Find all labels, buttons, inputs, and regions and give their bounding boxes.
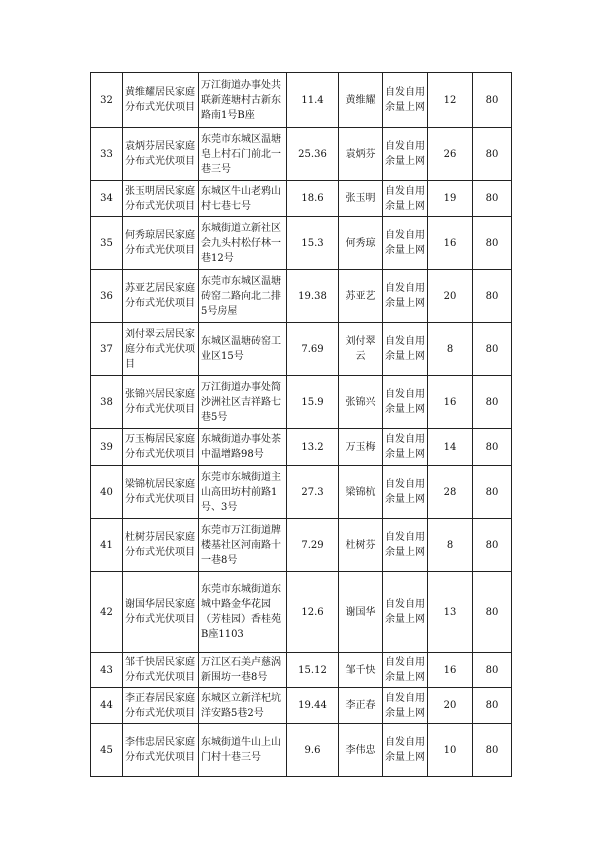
table-row — [91, 688, 512, 724]
grid-connection-mode-cell: 自发自用余量上网 — [383, 128, 428, 181]
owner-name-cell: 张玉明 — [339, 181, 383, 217]
size-value-cell: 20 — [428, 270, 473, 323]
size-value-cell: 13 — [428, 572, 473, 653]
table-row — [91, 466, 512, 519]
project-address-cell: 东城街道牛山上山门村十巷三号 — [199, 724, 287, 777]
size-value-cell: 28 — [428, 466, 473, 519]
grid-connection-mode-cell: 自发自用余量上网 — [383, 429, 428, 466]
price-value-cell: 80 — [473, 128, 512, 181]
project-name-cell: 邹千快居民家庭分布式光伏项目 — [123, 653, 199, 688]
table-row — [91, 653, 512, 688]
row-number-cell: 40 — [91, 466, 123, 519]
row-number-cell: 36 — [91, 270, 123, 323]
project-address-cell: 东莞市东城街道主山高田坊村前路1号、3号 — [199, 466, 287, 519]
installed-capacity-cell: 18.6 — [287, 181, 339, 217]
installed-capacity-cell: 25.36 — [287, 128, 339, 181]
owner-name-cell: 万玉梅 — [339, 429, 383, 466]
table-row — [91, 270, 512, 323]
owner-name-cell: 梁锦杭 — [339, 466, 383, 519]
project-name-cell: 苏亚艺居民家庭分布式光伏项目 — [123, 270, 199, 323]
installed-capacity-cell: 7.69 — [287, 323, 339, 376]
size-value-cell: 16 — [428, 653, 473, 688]
grid-connection-mode-cell: 自发自用余量上网 — [383, 181, 428, 217]
installed-capacity-cell: 15.9 — [287, 376, 339, 429]
row-number-cell: 35 — [91, 217, 123, 270]
price-value-cell: 80 — [473, 519, 512, 572]
row-number-cell: 33 — [91, 128, 123, 181]
price-value-cell: 80 — [473, 572, 512, 653]
table-row — [91, 128, 512, 181]
project-address-cell: 东莞市万江街道牌楼基社区河南路十一巷8号 — [199, 519, 287, 572]
size-value-cell: 14 — [428, 429, 473, 466]
project-address-cell: 东莞市东城区温塘砖窑二路向北二排5号房屋 — [199, 270, 287, 323]
owner-name-cell: 刘付翠云 — [339, 323, 383, 376]
size-value-cell: 16 — [428, 217, 473, 270]
owner-name-cell: 苏亚艺 — [339, 270, 383, 323]
grid-connection-mode-cell: 自发自用余量上网 — [383, 376, 428, 429]
installed-capacity-cell: 27.3 — [287, 466, 339, 519]
installed-capacity-cell: 15.3 — [287, 217, 339, 270]
grid-connection-mode-cell: 自发自用余量上网 — [383, 572, 428, 653]
grid-connection-mode-cell: 自发自用余量上网 — [383, 466, 428, 519]
project-address-cell: 东城区温塘砖窑工业区15号 — [199, 323, 287, 376]
owner-name-cell: 袁炳芬 — [339, 128, 383, 181]
owner-name-cell: 李正春 — [339, 688, 383, 724]
price-value-cell: 80 — [473, 217, 512, 270]
owner-name-cell: 张锦兴 — [339, 376, 383, 429]
owner-name-cell: 谢国华 — [339, 572, 383, 653]
project-address-cell: 东城区牛山老鸦山村七巷七号 — [199, 181, 287, 217]
grid-connection-mode-cell: 自发自用余量上网 — [383, 323, 428, 376]
project-name-cell: 李伟忠居民家庭分布式光伏项目 — [123, 724, 199, 777]
project-table — [90, 72, 512, 777]
project-name-cell: 张锦兴居民家庭分布式光伏项目 — [123, 376, 199, 429]
row-number-cell: 38 — [91, 376, 123, 429]
size-value-cell: 19 — [428, 181, 473, 217]
project-name-cell: 万玉梅居民家庭分布式光伏项目 — [123, 429, 199, 466]
size-value-cell: 8 — [428, 519, 473, 572]
size-value-cell: 12 — [428, 73, 473, 128]
table-row — [91, 323, 512, 376]
table-row — [91, 73, 512, 128]
table-row — [91, 519, 512, 572]
project-name-cell: 杜树芬居民家庭分布式光伏项目 — [123, 519, 199, 572]
project-address-cell: 东莞市东城区温塘皂上村石门前北一巷三号 — [199, 128, 287, 181]
project-address-cell: 东城街道办事处茶中温增路98号 — [199, 429, 287, 466]
owner-name-cell: 李伟忠 — [339, 724, 383, 777]
row-number-cell: 41 — [91, 519, 123, 572]
project-name-cell: 袁炳芬居民家庭分布式光伏项目 — [123, 128, 199, 181]
price-value-cell: 80 — [473, 466, 512, 519]
project-name-cell: 刘付翠云居民家庭分布式光伏项目 — [123, 323, 199, 376]
row-number-cell: 43 — [91, 653, 123, 688]
grid-connection-mode-cell: 自发自用余量上网 — [383, 73, 428, 128]
project-address-cell: 万江街道办事处共联新莲塘村古新东路南1号B座 — [199, 73, 287, 128]
price-value-cell: 80 — [473, 376, 512, 429]
price-value-cell: 80 — [473, 73, 512, 128]
project-address-cell: 万江区石美卢慈涡新围坊一巷8号 — [199, 653, 287, 688]
grid-connection-mode-cell: 自发自用余量上网 — [383, 217, 428, 270]
project-address-cell: 东城区立新洋杞坑洋安路5巷2号 — [199, 688, 287, 724]
table-body — [91, 73, 512, 777]
table-row — [91, 181, 512, 217]
installed-capacity-cell: 13.2 — [287, 429, 339, 466]
row-number-cell: 39 — [91, 429, 123, 466]
price-value-cell: 80 — [473, 323, 512, 376]
project-address-cell: 东莞市东城街道东城中路金华花园（芳桂园）香桂苑B座1103 — [199, 572, 287, 653]
project-address-cell: 万江街道办事处简沙洲社区吉祥路七巷5号 — [199, 376, 287, 429]
price-value-cell: 80 — [473, 270, 512, 323]
grid-connection-mode-cell: 自发自用余量上网 — [383, 270, 428, 323]
installed-capacity-cell: 7.29 — [287, 519, 339, 572]
installed-capacity-cell: 11.4 — [287, 73, 339, 128]
grid-connection-mode-cell: 自发自用余量上网 — [383, 724, 428, 777]
row-number-cell: 42 — [91, 572, 123, 653]
row-number-cell: 37 — [91, 323, 123, 376]
table-row — [91, 572, 512, 653]
installed-capacity-cell: 19.38 — [287, 270, 339, 323]
size-value-cell: 26 — [428, 128, 473, 181]
installed-capacity-cell: 9.6 — [287, 724, 339, 777]
grid-connection-mode-cell: 自发自用余量上网 — [383, 519, 428, 572]
project-name-cell: 张玉明居民家庭分布式光伏项目 — [123, 181, 199, 217]
project-name-cell: 李正春居民家庭分布式光伏项目 — [123, 688, 199, 724]
row-number-cell: 44 — [91, 688, 123, 724]
installed-capacity-cell: 15.12 — [287, 653, 339, 688]
grid-connection-mode-cell: 自发自用余量上网 — [383, 653, 428, 688]
row-number-cell: 32 — [91, 73, 123, 128]
project-name-cell: 黄维耀居民家庭分布式光伏项目 — [123, 73, 199, 128]
project-name-cell: 梁锦杭居民家庭分布式光伏项目 — [123, 466, 199, 519]
price-value-cell: 80 — [473, 181, 512, 217]
table-row — [91, 217, 512, 270]
size-value-cell: 16 — [428, 376, 473, 429]
project-address-cell: 东城街道立新社区会九头村松仔林一巷12号 — [199, 217, 287, 270]
price-value-cell: 80 — [473, 429, 512, 466]
installed-capacity-cell: 19.44 — [287, 688, 339, 724]
owner-name-cell: 黄维耀 — [339, 73, 383, 128]
installed-capacity-cell: 12.6 — [287, 572, 339, 653]
size-value-cell: 8 — [428, 323, 473, 376]
price-value-cell: 80 — [473, 688, 512, 724]
row-number-cell: 45 — [91, 724, 123, 777]
size-value-cell: 20 — [428, 688, 473, 724]
table-row — [91, 724, 512, 777]
row-number-cell: 34 — [91, 181, 123, 217]
table-row — [91, 429, 512, 466]
price-value-cell: 80 — [473, 653, 512, 688]
owner-name-cell: 邹千快 — [339, 653, 383, 688]
owner-name-cell: 杜树芬 — [339, 519, 383, 572]
size-value-cell: 10 — [428, 724, 473, 777]
project-name-cell: 何秀琼居民家庭分布式光伏项目 — [123, 217, 199, 270]
owner-name-cell: 何秀琼 — [339, 217, 383, 270]
price-value-cell: 80 — [473, 724, 512, 777]
grid-connection-mode-cell: 自发自用余量上网 — [383, 688, 428, 724]
table-row — [91, 376, 512, 429]
project-name-cell: 谢国华居民家庭分布式光伏项目 — [123, 572, 199, 653]
